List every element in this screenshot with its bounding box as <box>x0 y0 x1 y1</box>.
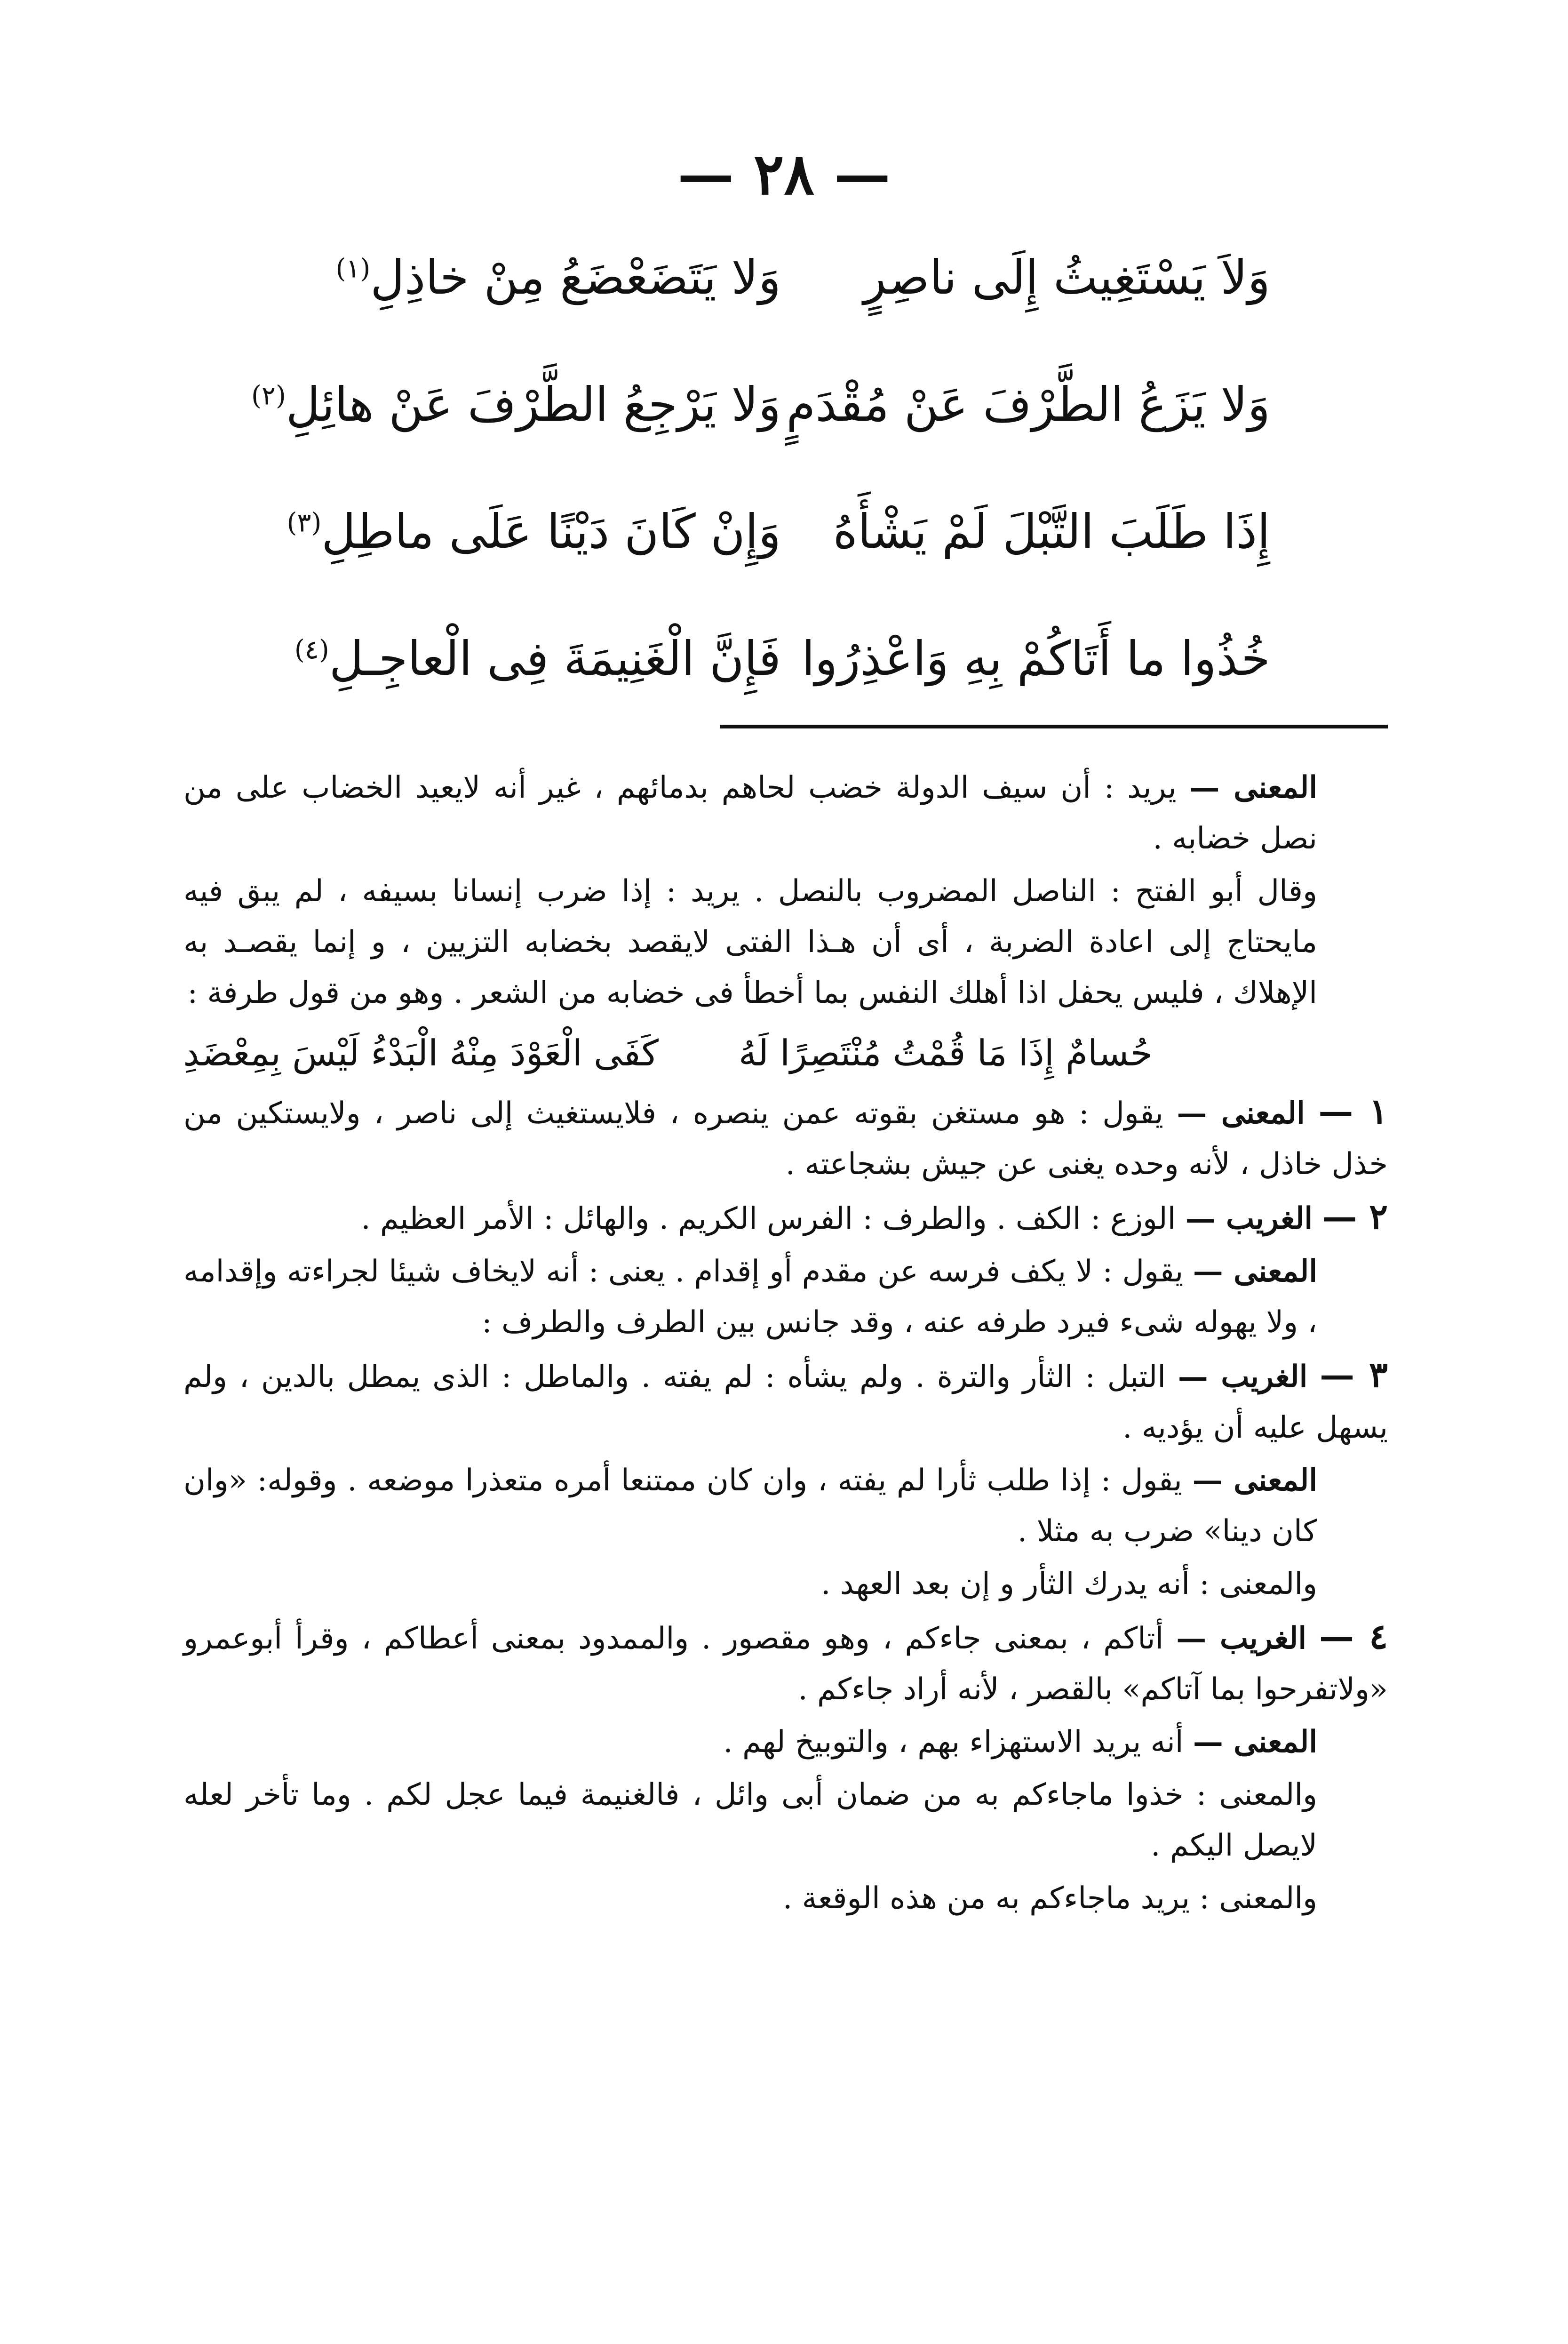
poem-block <box>251 231 1270 739</box>
term-label: الغريب — <box>1176 1621 1307 1656</box>
page-number: — ٢٨ — <box>677 141 891 208</box>
verse-first-hemistich: إِذَا طَلَبَ التَّبْلَ لَمْ يَشْأَهُ <box>833 504 1270 559</box>
commentary-paragraph <box>183 1873 1388 1924</box>
footnote-1 <box>183 1086 1388 1190</box>
footnote-number: ١ — <box>1318 1091 1388 1132</box>
verse-first-hemistich: وَلاَ يَسْتَغِيثُ إِلَى ناصِرٍ <box>863 250 1270 305</box>
term-label: المعنى — <box>1193 1254 1318 1289</box>
footnote-reference: (٤) <box>294 634 329 665</box>
paragraph-text: الوزع : الكف . والطرف : الفرس الكريم . والهائل : الأمر العظيم . <box>361 1201 1176 1236</box>
paragraph-text: يقول : هو مستغن بقوته عمن ينصره ، فلايستغيث إلى ناصر ، ولايستكين من خذل خاذل ، لأنه وحده يغنى عن جيش بشجاعته . <box>183 1096 1388 1182</box>
term-label: الغريب — <box>1185 1201 1313 1236</box>
verse-first-hemistich: خُذُوا ما أَتَاكُمْ بِهِ وَاعْذِرُوا <box>802 631 1270 686</box>
footnote-number: ٢ — <box>1322 1197 1388 1237</box>
paragraph-text: والمعنى : أنه يدرك الثأر و إن بعد العهد . <box>821 1567 1317 1601</box>
term-label: المعنى — <box>1193 1724 1317 1760</box>
quoted-verse-second-hemistich: كَفَى الْعَوْدَ مِنْهُ الْبَدْءُ لَيْسَ بِمِعْضَدِ <box>183 1032 659 1074</box>
term-label: الغريب — <box>1178 1359 1308 1394</box>
commentary-paragraph <box>183 1246 1388 1348</box>
commentary-paragraph <box>183 1769 1388 1871</box>
verse-second-hemistich <box>251 376 781 433</box>
paragraph-text: التبل : الثأر والترة . ولم يشأه : لم يفته . والماطل : الذى يمطل بالدين ، ولم يسهل عليه أن يؤديه . <box>183 1360 1388 1445</box>
paragraph-text: أنه يريد الاستهزاء بهم ، والتوبيخ لهم . <box>723 1725 1184 1760</box>
verse-second-hemistich-text: وَلا يَرْجِعُ الطَّرْفَ عَنْ هائِلِ <box>286 377 781 432</box>
verse-second-hemistich <box>287 504 781 560</box>
footnote-3 <box>183 1350 1388 1453</box>
paragraph-text: يريد : أن سيف الدولة خضب لحاهم بدمائهم ، غير أنه لايعيد الخضاب على من نصل خضابه . <box>183 770 1317 856</box>
verse-second-hemistich-text: وَإِنْ كَانَ دَيْنًا عَلَى ماطِلِ <box>321 504 781 559</box>
paragraph-text: وقال أبو الفتح : الناصل المضروب بالنصل . يريد : إذا ضرب إنسانا بسيفه ، لم يبق فيه مايحتاج إلى اعادة الضربة ، أى أن هـذا الفتى لايقصد بخضابه التزيين ، و إنما يقصـد به الإهلاك ، فليس يحفل اذا أهلك النفس بما أخطأ فى خضابه من الشعر . وهو من قول طرفة : <box>183 874 1317 1010</box>
term-label: المعنى — <box>1177 1096 1305 1131</box>
paragraph-text: يقول : إذا طلب ثأرا لم يفته ، وان كان ممتنعا أمره متعذرا موضعه . وقوله: «وان كان دينا» ضرب به مثلا . <box>183 1463 1317 1549</box>
commentary-paragraph <box>183 866 1388 1018</box>
poem-verse <box>282 231 1270 358</box>
verse-second-hemistich-text: وَلا يَتَضَعْضَعُ مِنْ خاذِلِ <box>370 250 781 305</box>
verse-second-hemistich <box>294 631 781 687</box>
commentary-paragraph <box>183 1717 1388 1768</box>
footnote-reference: (٢) <box>251 380 286 411</box>
commentary <box>183 762 1388 1926</box>
footnote-number: ٤ — <box>1319 1616 1388 1657</box>
poem-verse <box>282 485 1270 612</box>
paragraph-text: والمعنى : خذوا ماجاءكم به من ضمان أبى وائل ، فالغنيمة فيما عجل لكم . وما تأخر لعله لايصل اليكم . <box>183 1777 1317 1863</box>
commentary-paragraph <box>183 1455 1388 1557</box>
commentary-paragraph <box>183 1559 1388 1609</box>
footnote-reference: (٣) <box>287 507 322 538</box>
poem-verse <box>282 612 1270 739</box>
poem-verse <box>251 358 1270 485</box>
footnote-reference: (١) <box>335 253 371 284</box>
footnote-2 <box>183 1192 1388 1244</box>
commentary-paragraph <box>183 762 1388 864</box>
footnote-4 <box>183 1611 1388 1715</box>
term-label: المعنى — <box>1192 1463 1318 1498</box>
verse-second-hemistich-text: فَإِنَّ الْغَنِيمَةَ فِى الْعاجِـلِ <box>329 631 781 686</box>
footnote-number: ٣ — <box>1320 1355 1388 1395</box>
quoted-verse-first-hemistich: حُسامٌ إِذَا مَا قُمْتُ مُنْتَصِرًا لَهُ <box>738 1032 1153 1074</box>
paragraph-text: يقول : لا يكف فرسه عن مقدم أو إقدام . يعنى : أنه لايخاف شيئا لجراءته وإقدامه ، ولا يهوله شىء فيرد طرفه عنه ، وقد جانس بين الطرف والطرف : <box>183 1254 1317 1340</box>
quoted-verse <box>183 1020 1388 1086</box>
separator-rule <box>720 725 1388 728</box>
paragraph-text: والمعنى : يريد ماجاءكم به من هذه الوقعة . <box>782 1881 1317 1916</box>
verse-second-hemistich <box>335 249 781 306</box>
verse-first-hemistich: وَلا يَزَعُ الطَّرْفَ عَنْ مُقْدَمٍ <box>786 377 1270 432</box>
paragraph-text: أتاكم ، بمعنى جاءكم ، وهو مقصور . والممدود بمعنى أعطاكم ، وقرأ أبوعمرو «ولاتفرحوا بما آتاكم» بالقصر ، لأنه أراد جاءكم . <box>183 1621 1388 1707</box>
term-label: المعنى — <box>1189 770 1318 805</box>
